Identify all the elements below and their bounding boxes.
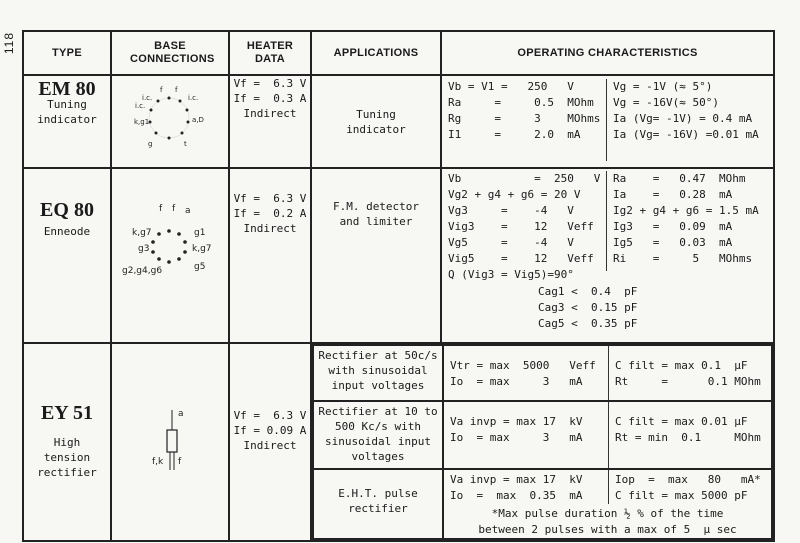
pin-label: g5 — [194, 262, 206, 272]
base-cell — [111, 75, 229, 168]
pulse-note — [444, 506, 771, 538]
tube-desc: indicator — [37, 113, 97, 126]
heater-line: If = 0.09 A — [233, 424, 307, 437]
ops-line: Ri = 5 MOhms — [613, 252, 753, 265]
ops-line: Vg = -1V (≈ 5°) — [613, 80, 713, 93]
ops-line: Ia = 0.28 mA — [613, 188, 733, 201]
operating-cell — [443, 345, 772, 401]
pin-label: a — [178, 409, 184, 419]
heater-line: If = 0.3 A — [233, 92, 307, 105]
ops-left — [444, 358, 608, 400]
ops-line: Cag3 < 0.15 pF — [538, 301, 638, 314]
header-operating: OPERATING CHARACTERISTICS — [441, 31, 774, 75]
ops-line: Vig3 = 12 Veff — [448, 220, 594, 233]
tube-desc: Enneode — [43, 225, 91, 238]
ops-line: Ig2 + g4 + g6 = 1.5 mA — [613, 204, 759, 217]
ops-line: Iop = max 80 mA* — [615, 473, 761, 486]
ops-line: C filt = max 0.1 µF — [615, 359, 748, 372]
application-cell — [311, 168, 441, 343]
ops-line: Ig3 = 0.09 mA — [613, 220, 733, 233]
pin-label: f,k — [152, 457, 164, 467]
pin-label: g3 — [138, 244, 150, 254]
ops-line: Vg = -16V(≈ 50°) — [613, 96, 719, 109]
table-row — [23, 343, 774, 541]
note-line: between 2 pulses with a max of 5 µ sec — [478, 523, 737, 536]
type-cell — [23, 343, 111, 541]
ops-line: Vg5 = -4 V — [448, 236, 574, 249]
note-line: *Max pulse duration ½ % of the time — [491, 507, 724, 520]
type-cell — [23, 75, 111, 168]
heater-line: Vf = 6.3 V — [233, 409, 307, 422]
base-cell — [111, 168, 229, 343]
operating-cell — [441, 75, 774, 168]
ops-line: Vg2 + g4 + g6 = 20 V — [448, 188, 581, 201]
heater-cell — [229, 168, 311, 343]
application-cell — [313, 469, 443, 539]
ey51-apps — [311, 343, 774, 541]
ops-line: Vg3 = -4 V — [448, 204, 574, 217]
tube-type: EM 80 — [38, 78, 96, 100]
ops-line: Io = max 3 mA — [450, 375, 583, 388]
ops-line: Ra = 0.5 MOhm — [448, 96, 594, 109]
application-line: sinusoidal input — [325, 435, 431, 448]
ops-line: Vb = 250 V — [448, 172, 601, 185]
application-cell — [313, 345, 443, 401]
application-line: E.H.T. pulse — [338, 487, 418, 500]
caps-block — [442, 284, 773, 332]
type-cell — [23, 168, 111, 343]
pin-label: f — [159, 204, 163, 214]
header-type: TYPE — [23, 31, 111, 75]
header-base — [111, 31, 229, 75]
ops-line: Cag1 < 0.4 pF — [538, 285, 638, 298]
ops-right — [606, 171, 773, 271]
pin-label: g2,g4,g6 — [122, 266, 163, 276]
ops-line: Va invp = max 17 kV — [450, 473, 583, 486]
ops-left — [444, 472, 608, 504]
pin-label: f — [178, 457, 182, 467]
pin-label: a — [185, 206, 191, 216]
ops-left — [442, 171, 606, 283]
ops-line: Cag5 < 0.35 pF — [538, 317, 638, 330]
tube-type: EQ 80 — [40, 199, 94, 221]
ops-line: Rg = 3 MOhms — [448, 112, 601, 125]
tube-desc: Tuning — [47, 98, 87, 111]
ops-line: Ia (Vg= -16V) =0.01 mA — [613, 128, 759, 141]
pin-label: i.c. — [188, 94, 199, 102]
application-line: Rectifier at 50c/s — [318, 349, 438, 362]
ops-line: Io = max 0.35 mA — [450, 489, 583, 502]
header-heater — [229, 31, 311, 75]
base-cell — [111, 343, 229, 541]
pin-label: f — [160, 86, 163, 94]
application-cell — [311, 75, 441, 168]
heater-line: Indirect — [243, 439, 297, 452]
application-line: with sinusoidal — [328, 364, 428, 377]
pin-label: g1 — [194, 228, 206, 238]
header-applications: APPLICATIONS — [311, 31, 441, 75]
heater-cell — [229, 343, 311, 541]
ops-line: Vtr = max 5000 Veff — [450, 359, 596, 372]
operating-cell — [443, 469, 772, 539]
heater-line: If = 0.2 A — [233, 207, 307, 220]
heater-line: Indirect — [243, 222, 297, 235]
ops-line: Va invp = max 17 kV — [450, 415, 583, 428]
ops-line: Q (Vig3 = Vig5)=90° — [448, 268, 574, 281]
page-number: 118 — [2, 32, 16, 55]
table-row — [23, 168, 774, 343]
heater-line: Vf = 6.3 V — [233, 192, 307, 205]
ops-left — [444, 414, 608, 468]
heater-line: Vf = 6.3 V — [233, 77, 307, 90]
application-line: Rectifier at 10 to — [318, 405, 438, 418]
ops-line: Ra = 0.47 MOhm — [613, 172, 746, 185]
heater-cell — [229, 75, 311, 168]
operating-cell — [441, 168, 774, 343]
application-line: indicator — [346, 122, 406, 136]
ops-line: Vig5 = 12 Veff — [448, 252, 594, 265]
tube-table — [22, 30, 775, 542]
application-cell — [313, 401, 443, 469]
tube-desc: tension — [43, 451, 91, 464]
ops-right — [606, 79, 773, 161]
pin-label: f — [175, 86, 178, 94]
table-row — [23, 75, 774, 168]
ops-left — [442, 79, 606, 161]
application-line: rectifier — [348, 502, 408, 515]
base-diagram — [112, 197, 226, 297]
pin-label: k,g7 — [132, 228, 152, 238]
pin-label: k,g7 — [192, 244, 212, 254]
application-line: Tuning — [356, 107, 396, 121]
pin-label: i.c. — [142, 94, 153, 102]
header-heater-label: HEATER DATA — [246, 40, 294, 65]
tube-desc: High — [53, 436, 81, 449]
application-line: voltages — [351, 450, 405, 463]
ops-line: Ig5 = 0.03 mA — [613, 236, 733, 249]
application-line: input voltages — [331, 379, 425, 392]
application-line: 500 Kc/s with — [334, 420, 422, 433]
application-line: and limiter — [339, 215, 413, 228]
ops-line: Vb = V1 = 250 V — [448, 80, 574, 93]
pin-label: t — [184, 140, 187, 148]
pin-label: g — [148, 140, 153, 148]
pin-label: f — [172, 204, 176, 214]
operating-cell — [443, 401, 772, 469]
tube-desc: rectifier — [37, 466, 97, 479]
ops-line: Ia (Vg= -1V) = 0.4 mA — [613, 112, 753, 125]
ops-line: Io = max 3 mA — [450, 431, 583, 444]
ops-right — [608, 346, 771, 400]
ops-right — [608, 470, 771, 504]
pin-label: i.c. — [135, 102, 146, 110]
base-diagram — [112, 80, 226, 160]
ops-line: Rt = 0.1 MOhm — [615, 375, 761, 388]
base-diagram — [112, 402, 226, 482]
heater-line: Indirect — [243, 107, 297, 120]
ops-right — [608, 402, 771, 468]
header-base-label: BASE CONNECTIONS — [130, 40, 215, 65]
ops-line: C filt = max 0.01 µF — [615, 415, 748, 428]
ops-line: C filt = max 5000 pF — [615, 489, 748, 502]
pin-label: a,D — [192, 116, 204, 124]
application-line: F.M. detector — [332, 200, 420, 213]
ops-line: I1 = 2.0 mA — [448, 128, 581, 141]
tube-type: EY 51 — [40, 402, 94, 424]
ops-line: Rt = min 0.1 MOhm — [615, 431, 761, 444]
pin-label: k,g1 — [134, 118, 150, 126]
